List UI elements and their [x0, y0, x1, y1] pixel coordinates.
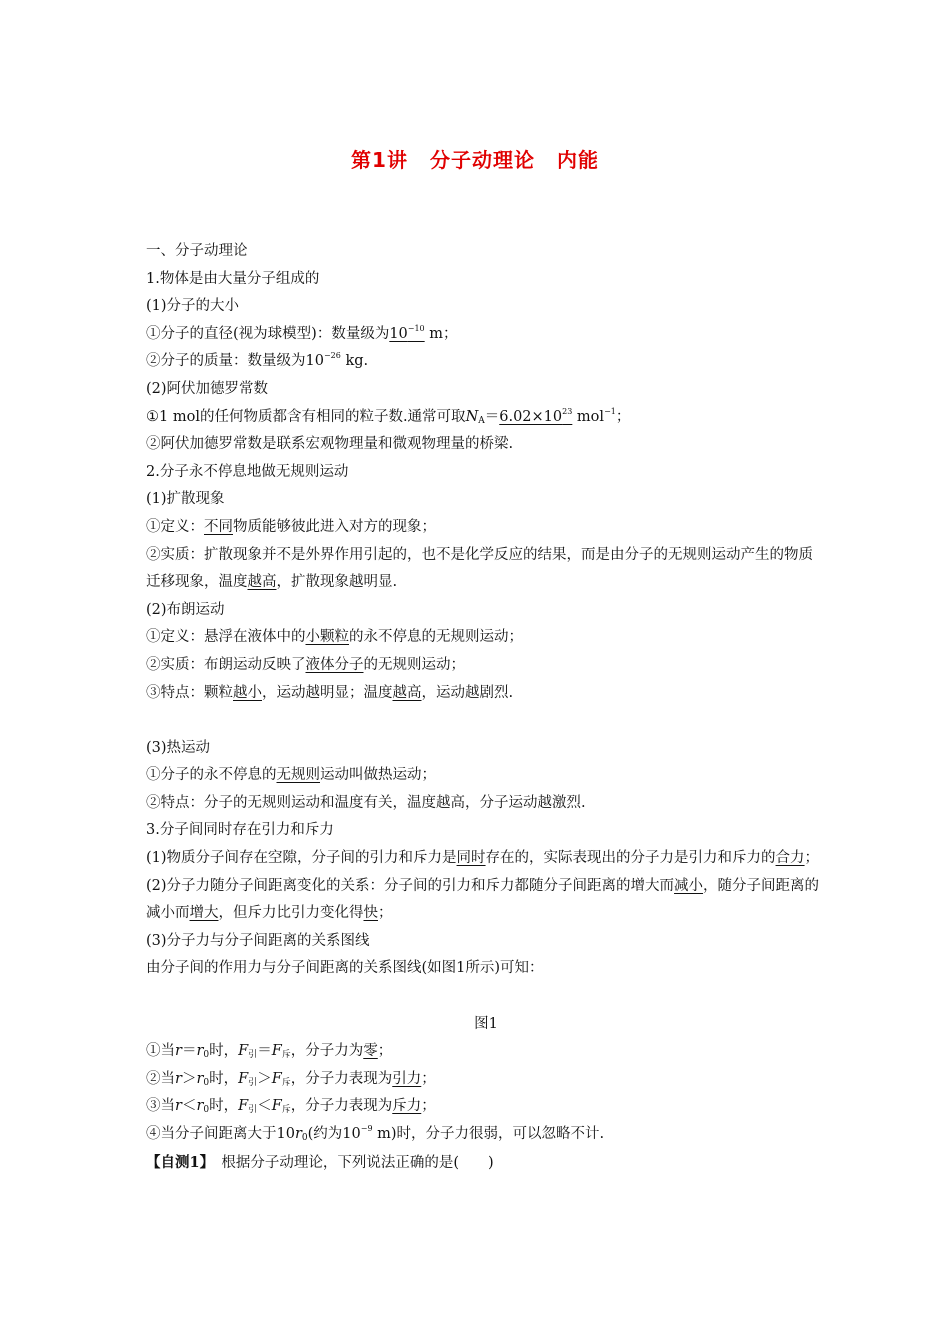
- answer-blank: 增大: [189, 905, 219, 922]
- answer-blank: $6.02\times 10^{23}$: [499, 406, 573, 425]
- answer-blank: 同时: [456, 850, 486, 867]
- subsection-heading: 2.分子永不停息地做无规则运动: [146, 463, 349, 480]
- brownian-essence: ②实质：布朗运动反映了液体分子的无规则运动；: [146, 656, 465, 673]
- answer-blank: 快: [363, 905, 378, 922]
- thermal-definition: ①分子的永不停息的无规则运动叫做热运动；: [146, 767, 436, 784]
- condition-far: ④当分子间距离大于$10r_0$(约为$10^{-9}$ m)时，分子力很弱，可以忽略不计.: [146, 1124, 605, 1143]
- molecule-diameter: ①分子的直径(视为球模型)：数量级为$10^{-10}$ m；: [146, 323, 458, 342]
- answer-blank: 合力: [775, 850, 805, 867]
- lecture-number: 第1讲: [351, 148, 408, 172]
- force-paragraph-2: (2)分子力随分子间距离变化的关系：分子间的引力和斥力都随分子间距离的增大而减小，随分子间距离的减小而增大，但斥力比引力变化得快；: [146, 877, 820, 922]
- answer-blank: 越高: [392, 684, 422, 701]
- item-heading: (3)分子力与分子间距离的关系图线: [146, 932, 370, 949]
- diffusion-essence: ②实质：扩散现象并不是外界作用引起的，也不是化学反应的结果，而是由分子的无规则运动产生的物质迁移现象，温度越高，扩散现象越明显.: [146, 546, 813, 591]
- answer-blank: 越高: [247, 574, 277, 591]
- force-paragraph-1: (1)物质分子间存在空隙，分子间的引力和斥力是同时存在的，实际表现出的分子力是引力和斥力的合力；: [146, 850, 820, 867]
- item-heading: (1)分子的大小: [146, 298, 240, 315]
- item-heading: (1)扩散现象: [146, 491, 225, 508]
- thermal-features: ②特点：分子的无规则运动和温度有关，温度越高，分子运动越激烈.: [146, 794, 586, 811]
- brownian-definition: ①定义：悬浮在液体中的小颗粒的永不停息的无规则运动；: [146, 629, 523, 646]
- avogadro-value: ①1 mol的任何物质都含有相同的粒子数.通常可取$N_A=6.02\times 10^{23}$ mol$^{-1}$；: [146, 406, 631, 426]
- answer-blank: $10^{-10}$: [389, 323, 425, 342]
- self-test-tag: 【自测1】: [146, 1153, 207, 1171]
- molecule-mass: ②分子的质量：数量级为$10^{-26}$ kg.: [146, 351, 369, 370]
- condition-less: ③当$r<r_0$时，$F_引<F_斥$，分子力表现为斥力；: [146, 1098, 436, 1116]
- condition-greater: ②当$r>r_0$时，$F_引>F_斥$，分子力表现为引力；: [146, 1070, 436, 1088]
- diffusion-definition: ①定义：不同物质能够彼此进入对方的现象；: [146, 518, 436, 535]
- answer-blank: 无规则: [276, 767, 320, 784]
- document-body: [146, 238, 826, 1177]
- answer-blank: 液体分子: [305, 656, 364, 673]
- answer-blank: 不同: [204, 518, 233, 535]
- figure-caption: 图1: [474, 1015, 498, 1032]
- self-test-question: 【自测1】 根据分子动理论，下列说法正确的是( ): [146, 1153, 494, 1171]
- answer-blank: 引力: [392, 1070, 422, 1087]
- answer-blank: 零: [363, 1043, 378, 1060]
- answer-blank: 减小: [674, 877, 704, 894]
- page-title: [0, 144, 950, 173]
- brownian-features: ③特点：颗粒越小，运动越明显；温度越高，运动越剧烈.: [146, 684, 514, 701]
- item-heading: (2)阿伏加德罗常数: [146, 380, 269, 397]
- subsection-heading: 3.分子间同时存在引力和斥力: [146, 822, 334, 839]
- lecture-subtopic: 内能: [556, 148, 599, 172]
- condition-equal: ①当$r=r_0$时，$F_引=F_斥$，分子力为零；: [146, 1043, 393, 1061]
- item-heading: (3)热运动: [146, 739, 211, 756]
- answer-blank: 小颗粒: [305, 629, 349, 646]
- lecture-topic: 分子动理论: [429, 148, 535, 172]
- answer-blank: 斥力: [392, 1098, 422, 1115]
- item-heading: (2)布朗运动: [146, 601, 225, 618]
- section-heading: 一、分子动理论: [146, 243, 248, 259]
- figure-intro: 由分子间的作用力与分子间距离的关系图线(如图1所示)可知：: [146, 960, 544, 977]
- avogadro-note: ②阿伏加德罗常数是联系宏观物理量和微观物理量的桥梁.: [146, 436, 514, 453]
- answer-blank: 越小: [233, 684, 262, 701]
- subsection-heading: 1.物体是由大量分子组成的: [146, 270, 320, 287]
